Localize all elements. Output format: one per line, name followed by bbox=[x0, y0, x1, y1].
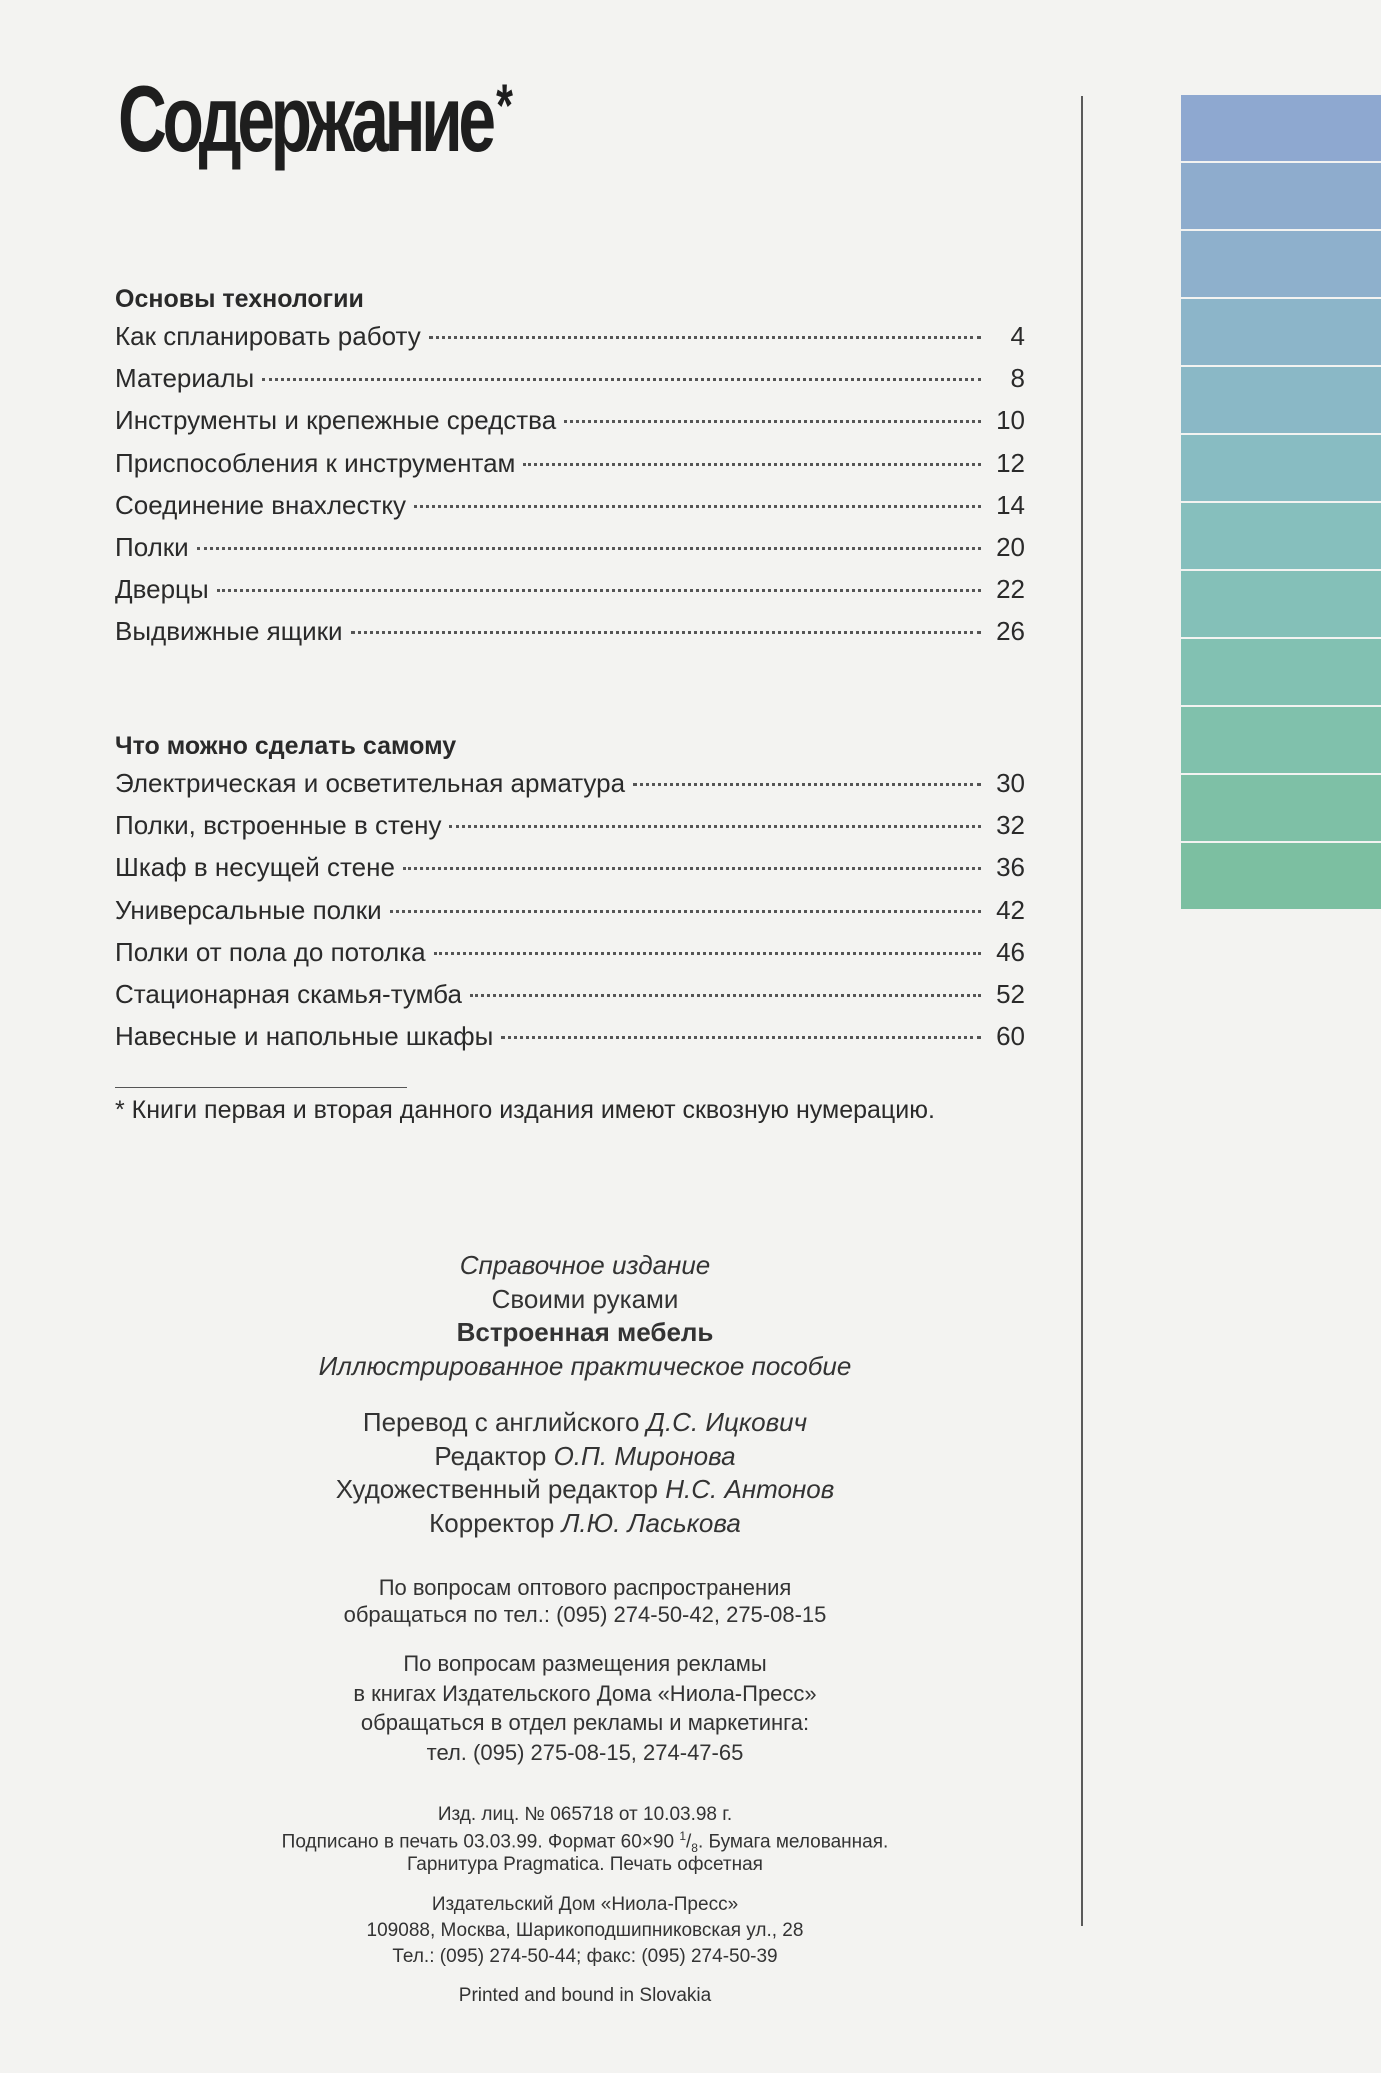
credit-editor bbox=[0, 1441, 1170, 1475]
toc-entry-page: 12 bbox=[996, 447, 1025, 478]
license-line: Изд. лиц. № 065718 от 10.03.98 г. bbox=[437, 1804, 733, 1825]
toc-entry-title: Полки bbox=[115, 531, 189, 562]
dot-leader bbox=[501, 1036, 981, 1039]
advertising-line: По вопросам размещения рекламы bbox=[403, 1651, 767, 1676]
title-text: Содержание bbox=[118, 66, 492, 171]
color-stripe bbox=[1181, 707, 1381, 773]
dot-leader bbox=[470, 994, 981, 997]
advertising-line: в книгах Издательского Дома «Ниола-Пресс» bbox=[353, 1680, 817, 1706]
toc-entry bbox=[115, 448, 1025, 490]
color-stripe bbox=[1181, 843, 1381, 909]
signed-text-tail: . Бумага мелованная. bbox=[697, 1831, 889, 1853]
wholesale-line: обращаться по тел.: (095) 274-50-42, 275-08-15 bbox=[343, 1602, 827, 1627]
toc-entry-page: 60 bbox=[996, 1021, 1025, 1052]
toc-entry-page: 22 bbox=[996, 574, 1025, 605]
title-footnote-mark: * bbox=[496, 72, 509, 139]
color-stripe bbox=[1181, 503, 1381, 569]
toc-entry bbox=[115, 979, 1025, 1021]
color-stripe bbox=[1181, 163, 1381, 229]
format-denominator: 8 bbox=[691, 1841, 698, 1856]
section-title: Основы технологии bbox=[115, 285, 364, 313]
toc-entry-page: 36 bbox=[996, 852, 1025, 883]
color-stripe bbox=[1181, 639, 1381, 705]
dot-leader bbox=[429, 336, 981, 339]
toc-entry bbox=[115, 574, 1025, 616]
dot-leader bbox=[523, 463, 981, 466]
credit-name: Л.Ю. Ласькова bbox=[561, 1507, 741, 1538]
toc-entry-page: 10 bbox=[996, 405, 1025, 436]
advertising-line: тел. (095) 275-08-15, 274-47-65 bbox=[426, 1739, 744, 1765]
credit-art-editor bbox=[0, 1474, 1170, 1508]
toc-entry-title: Дверцы bbox=[115, 574, 209, 605]
signed-text: Подписано в печать 03.03.99. Формат 60×90 bbox=[281, 1831, 680, 1853]
toc-entry-title: Приспособления к инструментам bbox=[115, 447, 516, 478]
credit-role: Редактор bbox=[434, 1440, 547, 1471]
footnote-rule bbox=[115, 1087, 407, 1088]
publisher-line: Тел.: (095) 274-50-44; факс: (095) 274-50-39 bbox=[392, 1946, 778, 1967]
dot-leader bbox=[197, 547, 981, 550]
credit-name: Д.С. Ицкович bbox=[646, 1407, 808, 1437]
toc-entry bbox=[115, 1021, 1025, 1063]
dot-leader bbox=[434, 952, 981, 955]
imprint-header bbox=[0, 1250, 1170, 1385]
credit-role: Перевод с английского bbox=[362, 1407, 640, 1437]
printed-line: Printed and bound in Slovakia bbox=[458, 1985, 712, 2006]
printed-note bbox=[0, 1985, 1170, 2007]
toc-entry-page: 52 bbox=[996, 978, 1025, 1009]
toc-entry-page: 4 bbox=[1010, 321, 1025, 351]
toc-entry bbox=[115, 532, 1025, 574]
dot-leader bbox=[351, 631, 981, 634]
color-stripe bbox=[1181, 299, 1381, 365]
toc-entry-title: Шкаф в несущей стене bbox=[115, 852, 395, 883]
publisher-address bbox=[0, 1894, 1170, 1972]
wholesale-contact bbox=[0, 1575, 1170, 1629]
credit-proofreader bbox=[0, 1508, 1170, 1542]
color-stripe bbox=[1181, 775, 1381, 841]
toc-entry-title: Полки, встроенные в стену bbox=[115, 810, 442, 841]
color-stripe bbox=[1181, 95, 1381, 161]
dot-leader bbox=[390, 910, 981, 913]
toc-entry-page: 26 bbox=[996, 616, 1025, 647]
publisher-line: 109088, Москва, Шарикоподшипниковская ул., 28 bbox=[366, 1920, 804, 1941]
toc-entry-title: Навесные и напольные шкафы bbox=[115, 1021, 494, 1052]
dot-leader bbox=[449, 825, 981, 828]
dot-leader bbox=[564, 420, 981, 423]
toc-entry-title: Стационарная скамья-тумба bbox=[115, 978, 462, 1009]
advertising-contact bbox=[0, 1651, 1170, 1769]
dot-leader bbox=[262, 378, 981, 381]
credits bbox=[0, 1407, 1170, 1541]
credit-role: Корректор bbox=[429, 1507, 555, 1538]
toc-entry-page: 46 bbox=[996, 936, 1025, 967]
toc-section-basics bbox=[115, 285, 1025, 659]
dot-leader bbox=[217, 589, 981, 592]
color-stripe bbox=[1181, 231, 1381, 297]
wholesale-line: По вопросам оптового распространения bbox=[378, 1575, 792, 1600]
section-title: Что можно сделать самому bbox=[115, 732, 457, 760]
toc-entry-page: 30 bbox=[996, 768, 1025, 798]
book-title: Встроенная мебель bbox=[456, 1317, 714, 1347]
toc-entry bbox=[115, 490, 1025, 532]
toc-entry-title: Универсальные полки bbox=[115, 894, 382, 925]
toc-entry-title: Полки от пола до потолка bbox=[115, 936, 426, 967]
toc-entry bbox=[115, 852, 1025, 894]
toc-section-projects bbox=[115, 732, 1025, 1063]
credit-name: О.П. Миронова bbox=[553, 1440, 736, 1471]
dot-leader bbox=[414, 505, 981, 508]
footnote: * Книги первая и вторая данного издания имеют сквозную нумерацию. bbox=[115, 1096, 935, 1124]
color-stripe bbox=[1181, 571, 1381, 637]
toc-entry bbox=[115, 405, 1025, 447]
toc-entry bbox=[115, 768, 1025, 810]
toc-entry-page: 32 bbox=[996, 810, 1025, 841]
toc-entry-title: Инструменты и крепежные средства bbox=[115, 405, 557, 436]
toc-entry-title: Соединение внахлестку bbox=[115, 489, 407, 520]
dot-leader bbox=[633, 783, 981, 786]
color-stripes bbox=[1181, 95, 1381, 905]
toc-entry bbox=[115, 895, 1025, 937]
toc-entry bbox=[115, 937, 1025, 979]
toc-entry-title: Материалы bbox=[115, 363, 255, 394]
toc-entry-title: Как спланировать работу bbox=[115, 321, 421, 351]
edition-type: Справочное издание bbox=[459, 1250, 711, 1280]
color-stripe bbox=[1181, 367, 1381, 433]
format-numerator: 1 bbox=[679, 1829, 687, 1843]
toc-entry-page: 8 bbox=[1010, 363, 1025, 394]
toc-entry-title: Выдвижные ящики bbox=[115, 616, 343, 647]
book-subtitle: Иллюстрированное практическое пособие bbox=[318, 1351, 852, 1381]
toc-entry-page: 20 bbox=[996, 531, 1025, 562]
series-name: Своими руками bbox=[491, 1284, 679, 1314]
publisher-line: Издательский Дом «Ниола-Пресс» bbox=[431, 1894, 739, 1915]
credit-name: Н.С. Антонов bbox=[665, 1474, 835, 1504]
toc-entry bbox=[115, 363, 1025, 405]
credit-role: Художественный редактор bbox=[335, 1474, 659, 1504]
typeface-line: Гарнитура Pragmatica. Печать офсетная bbox=[407, 1854, 763, 1875]
toc-entry-page: 14 bbox=[996, 489, 1025, 520]
toc-entry bbox=[115, 810, 1025, 852]
dot-leader bbox=[403, 867, 981, 870]
advertising-line: обращаться в отдел рекламы и маркетинга: bbox=[360, 1710, 810, 1735]
credit-translation bbox=[0, 1407, 1170, 1441]
toc-entry bbox=[115, 616, 1025, 658]
color-stripe bbox=[1181, 435, 1381, 501]
toc-entry-page: 42 bbox=[996, 894, 1025, 925]
toc-entry bbox=[115, 321, 1025, 363]
toc-entry-title: Электрическая и осветительная арматура bbox=[115, 768, 626, 798]
page-title bbox=[118, 66, 509, 171]
signed-line: Подписано в печать 03.03.99. Формат 60×90 $^1/_8$. Бумага мелованная. bbox=[281, 1829, 889, 1856]
publication-details bbox=[0, 1804, 1170, 1879]
